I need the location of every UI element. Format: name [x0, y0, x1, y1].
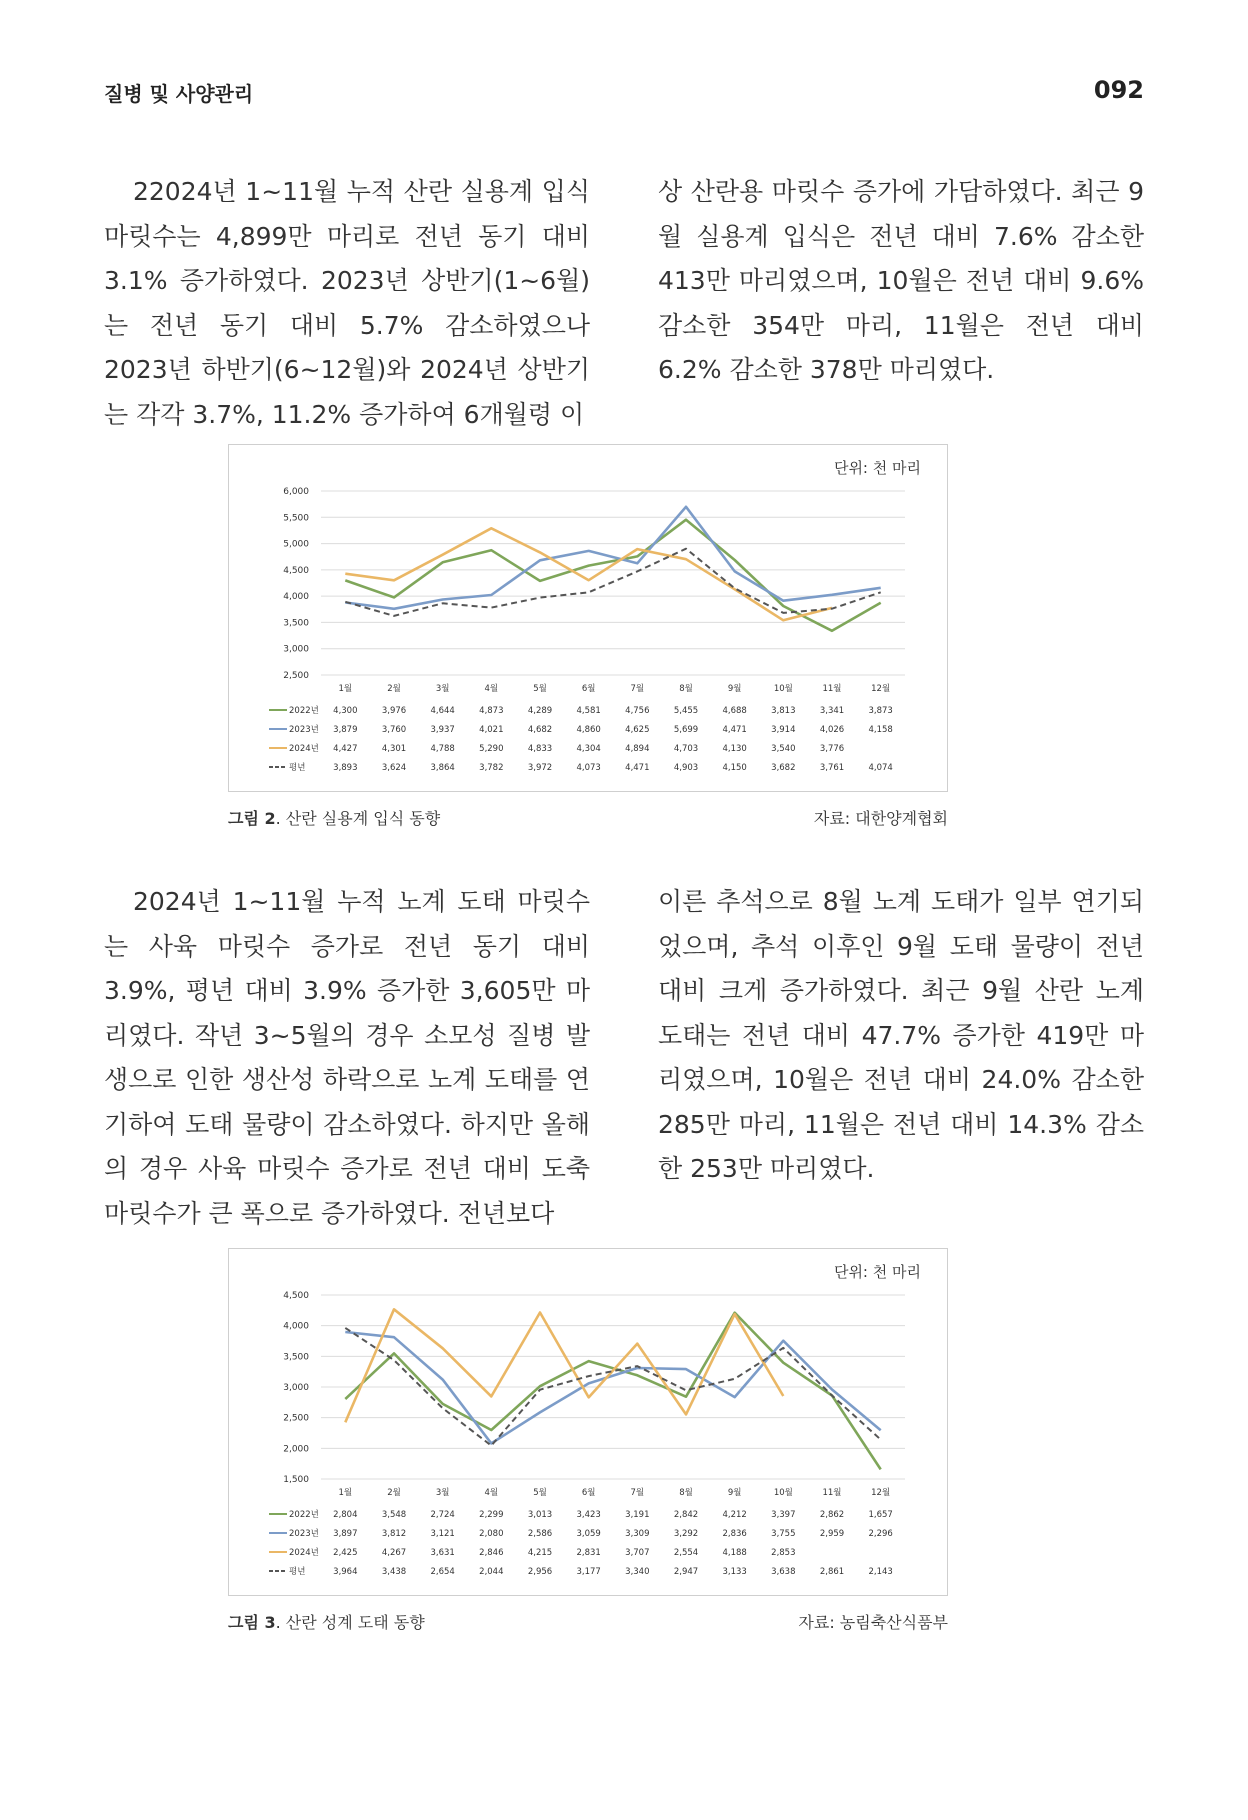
data-label: 3,897: [333, 1529, 358, 1539]
data-label: 2,804: [333, 1510, 358, 1520]
x-tick-label: 11월: [822, 684, 842, 694]
x-tick-label: 12월: [871, 1488, 891, 1498]
data-label: 3,964: [333, 1567, 358, 1577]
x-tick-label: 8월: [679, 684, 693, 694]
data-label: 3,782: [479, 763, 504, 773]
x-tick-label: 4월: [484, 1488, 499, 1498]
data-label: 3,761: [819, 763, 845, 773]
y-tick-label: 2,500: [283, 671, 309, 681]
data-label: 3,682: [771, 763, 796, 773]
data-label: 2,586: [527, 1529, 553, 1539]
data-label: 2,959: [819, 1529, 845, 1539]
data-label: 3,438: [381, 1567, 407, 1577]
data-label: 4,130: [722, 744, 747, 754]
x-tick-label: 9월: [727, 684, 742, 694]
x-tick-label: 11월: [822, 1488, 842, 1498]
legend-label: 2023년: [289, 725, 319, 735]
data-label: 4,074: [868, 763, 893, 773]
data-label: 3,133: [722, 1567, 747, 1577]
y-tick-label: 4,000: [283, 1321, 309, 1332]
legend-label: 2022년: [289, 1510, 319, 1520]
figure-3-caption: [228, 1610, 425, 1633]
data-label: 3,873: [868, 706, 893, 716]
legend-label: 2024년: [289, 1548, 319, 1558]
data-label: 4,267: [381, 1548, 407, 1558]
figure-2-chart: [228, 444, 948, 792]
data-label: 3,879: [333, 725, 358, 735]
data-label: 3,309: [625, 1529, 650, 1539]
data-label: 3,864: [430, 763, 455, 773]
y-tick-label: 5,000: [283, 539, 309, 550]
data-label: 5,290: [479, 744, 504, 754]
y-tick-label: 3,500: [283, 1352, 309, 1363]
data-label: 4,860: [576, 725, 601, 735]
data-label: 4,756: [625, 706, 650, 716]
data-label: 2,853: [771, 1548, 796, 1558]
data-label: 4,703: [673, 744, 699, 754]
data-label: 4,471: [625, 763, 650, 773]
x-tick-label: 3월: [435, 684, 450, 694]
figure-2-source: 자료: 대한양계협회: [813, 809, 948, 828]
legend-label: 평년: [289, 763, 306, 773]
unit-label: 단위: 천 마리: [833, 1263, 921, 1281]
data-label: 3,972: [527, 763, 553, 773]
data-label: 2,299: [479, 1510, 504, 1520]
x-tick-label: 2월: [387, 1488, 401, 1498]
data-label: 4,188: [722, 1548, 747, 1558]
data-label: 4,581: [576, 706, 601, 716]
data-label: 2,861: [819, 1567, 845, 1577]
data-label: 2,296: [868, 1529, 893, 1539]
legend-label: 2022년: [289, 706, 319, 716]
y-tick-label: 4,500: [283, 565, 309, 576]
data-label: 3,540: [771, 744, 796, 754]
data-label: 4,301: [381, 744, 407, 754]
data-label: 3,013: [527, 1510, 553, 1520]
x-tick-label: 1월: [338, 684, 353, 694]
data-label: 4,304: [576, 744, 601, 754]
figure-2-svg: [229, 445, 947, 791]
data-label: 3,812: [381, 1529, 407, 1539]
data-label: 3,760: [381, 725, 407, 735]
series-line-2024년: [345, 1309, 783, 1422]
series-line-2023년: [345, 507, 880, 609]
figure-3-label: 그림 3: [228, 1613, 276, 1632]
paragraph: 이른 추석으로 8월 노계 도태가 일부 연기되었으며, 추석 이후인 9월 도태 물량이 전년 대비 크게 증가하였다. 최근 9월 산란 노계 도태는 전년 대비 47.7% 증가한 419만 마리였으며, 10월은 전년 대비 24.0% 감소한 285만 마리, 11월은 전년 대비 14.3% 감소한 253만 마리였다.: [658, 887, 1144, 1183]
figure-2-label: 그림 2: [228, 809, 276, 828]
x-tick-label: 10월: [773, 1488, 793, 1498]
data-label: 3,937: [430, 725, 455, 735]
y-tick-label: 6,000: [283, 487, 309, 497]
data-label: 4,894: [625, 744, 650, 754]
y-tick-label: 1,500: [283, 1475, 309, 1485]
y-tick-label: 4,500: [283, 1291, 309, 1301]
y-tick-label: 4,000: [283, 592, 309, 603]
x-tick-label: 12월: [871, 684, 891, 694]
data-label: 4,427: [333, 744, 358, 754]
data-label: 4,644: [430, 706, 455, 716]
data-label: 3,191: [625, 1510, 650, 1520]
text-block-2-right: [658, 880, 1144, 1192]
data-label: 3,624: [381, 763, 407, 773]
data-label: 3,059: [576, 1529, 601, 1539]
page-number: 092: [1093, 76, 1144, 104]
y-tick-label: 2,000: [283, 1444, 309, 1455]
x-tick-label: 9월: [727, 1488, 742, 1498]
series-line-2024년: [345, 528, 832, 620]
data-label: 2,044: [479, 1567, 504, 1577]
data-label: 2,956: [527, 1567, 553, 1577]
data-label: 3,121: [430, 1529, 455, 1539]
figure-2-caption: [228, 806, 440, 829]
x-tick-label: 4월: [484, 684, 499, 694]
data-label: 4,212: [722, 1510, 747, 1520]
data-label: 2,831: [576, 1548, 601, 1558]
data-label: 5,699: [673, 725, 699, 735]
text-block-1-right: [658, 170, 1144, 393]
x-tick-label: 5월: [533, 1488, 547, 1498]
data-label: 3,397: [771, 1510, 796, 1520]
data-label: 4,625: [625, 725, 650, 735]
figure-2-caption-text: . 산란 실용계 입식 동향: [275, 809, 441, 828]
x-tick-label: 8월: [679, 1488, 693, 1498]
y-tick-label: 5,500: [283, 513, 309, 524]
data-label: 3,638: [771, 1567, 796, 1577]
data-label: 3,340: [625, 1567, 650, 1577]
data-label: 4,300: [333, 706, 358, 716]
data-label: 3,177: [576, 1567, 601, 1577]
data-label: 2,724: [430, 1510, 455, 1520]
x-tick-label: 2월: [387, 684, 401, 694]
paragraph: 22024년 1~11월 누적 산란 실용계 입식 마릿수는 4,899만 마리로 전년 동기 대비 3.1% 증가하였다. 2023년 상반기(1~6월)는 전년 동기 대비 5.7% 감소하였으나 2023년 하반기(6~12월)와 2024년 상반기는 각각 3.7%, 11.2% 증가하여 6개월령 이: [104, 177, 590, 429]
y-tick-label: 3,500: [283, 618, 309, 629]
data-label: 3,976: [381, 706, 407, 716]
x-tick-label: 1월: [338, 1488, 353, 1498]
data-label: 3,341: [819, 706, 845, 716]
data-label: 2,425: [333, 1548, 358, 1558]
data-label: 2,947: [673, 1567, 699, 1577]
x-tick-label: 5월: [533, 684, 547, 694]
data-label: 2,836: [722, 1529, 747, 1539]
data-label: 2,080: [479, 1529, 504, 1539]
data-label: 2,846: [479, 1548, 504, 1558]
figure-3-source: 자료: 농림축산식품부: [798, 1613, 948, 1632]
data-label: 4,873: [479, 706, 504, 716]
data-label: 4,026: [819, 725, 845, 735]
legend-label: 2023년: [289, 1529, 319, 1539]
data-label: 3,776: [819, 744, 845, 754]
data-label: 4,688: [722, 706, 747, 716]
data-label: 4,158: [868, 725, 893, 735]
data-label: 3,755: [771, 1529, 796, 1539]
data-label: 3,292: [673, 1529, 699, 1539]
data-label: 4,833: [527, 744, 553, 754]
data-label: 4,021: [479, 725, 504, 735]
data-label: 4,788: [430, 744, 455, 754]
figure-3-caption-text: . 산란 성계 도태 동향: [275, 1613, 425, 1632]
data-label: 4,903: [673, 763, 699, 773]
data-label: 4,289: [527, 706, 553, 716]
data-label: 4,073: [576, 763, 601, 773]
data-label: 3,631: [430, 1548, 455, 1558]
data-label: 4,150: [722, 763, 747, 773]
series-line-평년: [345, 549, 880, 616]
data-label: 3,423: [576, 1510, 601, 1520]
data-label: 4,682: [527, 725, 553, 735]
text-block-2-left: [104, 880, 590, 1236]
x-tick-label: 7월: [630, 1488, 645, 1498]
x-tick-label: 7월: [630, 684, 645, 694]
y-tick-label: 3,000: [283, 1383, 309, 1393]
legend-label: 2024년: [289, 744, 319, 754]
section-title: 질병 및 사양관리: [104, 82, 254, 106]
x-tick-label: 3월: [435, 1488, 450, 1498]
data-label: 4,215: [527, 1548, 553, 1558]
data-label: 3,914: [771, 725, 796, 735]
y-tick-label: 3,000: [283, 644, 309, 655]
data-label: 2,554: [673, 1548, 699, 1558]
data-label: 3,813: [771, 706, 796, 716]
x-tick-label: 10월: [773, 684, 793, 694]
data-label: 5,455: [673, 706, 699, 716]
series-line-2022년: [345, 520, 880, 631]
data-label: 2,143: [868, 1567, 893, 1577]
figure-3-svg: [229, 1249, 947, 1595]
data-label: 3,707: [625, 1548, 650, 1558]
figure-3-chart: [228, 1248, 948, 1596]
paragraph: 상 산란용 마릿수 증가에 가담하였다. 최근 9월 실용계 입식은 전년 대비 7.6% 감소한 413만 마리였으며, 10월은 전년 대비 9.6% 감소한 354만 마리, 11월은 전년 대비 6.2% 감소한 378만 마리였다.: [658, 177, 1144, 384]
legend-label: 평년: [289, 1567, 306, 1577]
data-label: 2,842: [673, 1510, 699, 1520]
x-tick-label: 6월: [581, 684, 596, 694]
unit-label: 단위: 천 마리: [833, 459, 921, 477]
paragraph: 2024년 1~11월 누적 노계 도태 마릿수는 사육 마릿수 증가로 전년 동기 대비 3.9%, 평년 대비 3.9% 증가한 3,605만 마리였다. 작년 3~5월의 경우 소모성 질병 발생으로 인한 생산성 하락으로 노계 도태를 연기하여 도태 물량이 감소하였다. 하지만 올해의 경우 사육 마릿수 증가로 전년 대비 도축 마릿수가 큰 폭으로 증가하였다. 전년보다: [104, 887, 590, 1228]
text-block-1-left: [104, 170, 590, 437]
y-tick-label: 2,500: [283, 1413, 309, 1424]
data-label: 1,657: [868, 1510, 893, 1520]
data-label: 3,548: [381, 1510, 407, 1520]
data-label: 3,893: [333, 763, 358, 773]
data-label: 4,471: [722, 725, 747, 735]
x-tick-label: 6월: [581, 1488, 596, 1498]
data-label: 2,862: [819, 1510, 845, 1520]
data-label: 2,654: [430, 1567, 455, 1577]
